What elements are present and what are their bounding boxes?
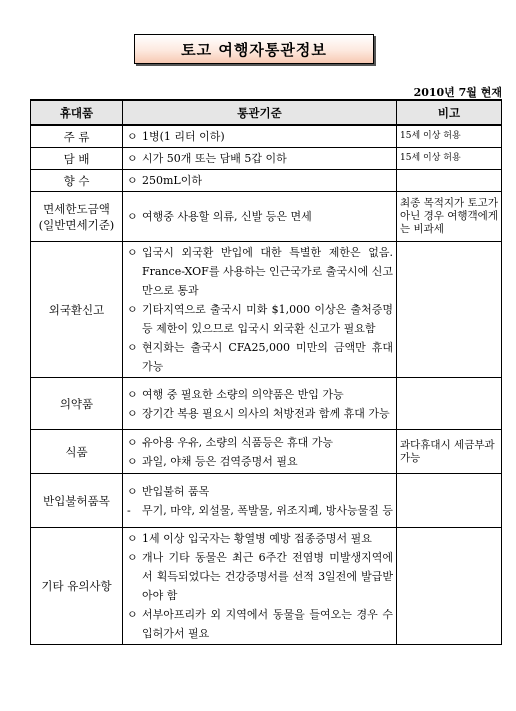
criteria-text: 과일, 야채 등은 검역증명서 필요: [142, 454, 298, 468]
criteria-line: [126, 452, 393, 471]
remark-cell: [397, 378, 502, 430]
criteria-text: 250mL이하: [142, 174, 202, 187]
criteria-line: [126, 501, 393, 520]
criteria-cell: [123, 242, 397, 378]
criteria-cell: [123, 378, 397, 430]
criteria-cell: [123, 125, 397, 148]
criteria-text: 여행 중 필요한 소량의 의약품은 반입 가능: [142, 387, 344, 401]
criteria-text: 개나 기타 동물은 최근 6주간 전염병 미발생지역에서 획득되었다는 건강증명서를 선적 3일전에 발급받아야 함: [142, 551, 393, 602]
table-body: [31, 125, 502, 645]
criteria-text: 1세 이상 입국자는 황열병 예방 접종증명서 필요: [142, 532, 372, 545]
criteria-cell: [123, 192, 397, 242]
table-row: [31, 192, 502, 242]
bullet-mark: ㅇ: [127, 387, 138, 401]
item-name: 기타 유의사항: [31, 528, 123, 645]
bullet-mark: ㅇ: [127, 406, 138, 420]
customs-table: [30, 99, 502, 645]
table-row: [31, 378, 502, 430]
criteria-text: 서부아프리카 외 지역에서 동물을 들여오는 경우 수입허가서 필요: [142, 608, 393, 640]
criteria-line: [126, 529, 393, 548]
header-note: 비고: [397, 100, 502, 125]
criteria-list: [126, 433, 393, 471]
criteria-line: [126, 171, 393, 190]
criteria-line: [126, 127, 393, 146]
item-name-line: (일반면세기준): [38, 217, 115, 232]
criteria-text: 시가 50개 또는 담배 5갑 이하: [142, 152, 287, 165]
item-name: 반입불허품목: [31, 474, 123, 528]
criteria-list: [126, 529, 393, 643]
criteria-text: 유아용 우유, 소량의 식품등은 휴대 가능: [142, 435, 333, 449]
remark-cell: [397, 474, 502, 528]
table-row: [31, 242, 502, 378]
item-name: 의약품: [31, 378, 123, 430]
table-row: [31, 148, 502, 170]
bullet-mark: ㅇ: [127, 303, 138, 316]
item-name: 주 류: [31, 125, 123, 148]
criteria-line: [126, 404, 393, 423]
header-item: 휴대품: [31, 100, 123, 125]
criteria-line: [126, 482, 393, 501]
header-criteria: 통관기준: [123, 100, 397, 125]
bullet-mark: -: [127, 503, 131, 517]
remark-cell: [397, 528, 502, 645]
bullet-mark: ㅇ: [127, 484, 138, 498]
item-name: 담 배: [31, 148, 123, 170]
date-note: 2010년 7월 현재: [413, 86, 502, 99]
criteria-line: [126, 207, 393, 226]
table-row: [31, 170, 502, 192]
remark-cell: [397, 242, 502, 378]
table-row: [31, 474, 502, 528]
criteria-text: 무기, 마약, 외설물, 폭발물, 위조지폐, 방사능물질 등: [142, 503, 393, 517]
criteria-list: [126, 207, 393, 226]
criteria-cell: [123, 474, 397, 528]
table-header-row: [31, 100, 502, 125]
criteria-line: [126, 605, 393, 643]
item-name: [31, 192, 123, 242]
criteria-cell: [123, 430, 397, 474]
criteria-line: [126, 338, 393, 376]
bullet-mark: ㅇ: [127, 435, 138, 449]
bullet-mark: ㅇ: [127, 246, 138, 259]
bullet-mark: ㅇ: [127, 152, 138, 165]
remark-cell: 과다휴대시 세금부과 가능: [397, 430, 502, 474]
bullet-mark: ㅇ: [127, 532, 138, 545]
remark-cell: 15세 이상 허용: [397, 125, 502, 148]
table-row: [31, 528, 502, 645]
item-name: 향 수: [31, 170, 123, 192]
remark-cell: 최종 목적지가 토고가 아닌 경우 여행객에게는 비과세: [397, 192, 502, 242]
criteria-text: 반입불허 품목: [142, 484, 210, 498]
criteria-text: 기타지역으로 출국시 미화 $1,000 이상은 출처증명 등 제한이 있으므로 입국시 외국환 신고가 필요함: [142, 303, 393, 335]
criteria-text: 장기간 복용 필요시 의사의 처방전과 함께 휴대 가능: [142, 406, 390, 420]
table-row: [31, 125, 502, 148]
criteria-line: [126, 548, 393, 605]
criteria-cell: [123, 148, 397, 170]
criteria-line: [126, 385, 393, 404]
criteria-list: [126, 482, 393, 520]
bullet-mark: ㅇ: [127, 608, 138, 621]
item-name: 식품: [31, 430, 123, 474]
bullet-mark: ㅇ: [127, 130, 138, 143]
remark-cell: 15세 이상 허용: [397, 148, 502, 170]
criteria-line: [126, 300, 393, 338]
item-name: 외국환신고: [31, 242, 123, 378]
item-name-line: 면세한도금액: [43, 201, 110, 216]
criteria-cell: [123, 528, 397, 645]
criteria-line: [126, 433, 393, 452]
criteria-line: [126, 149, 393, 168]
criteria-list: [126, 243, 393, 376]
bullet-mark: ㅇ: [127, 174, 138, 187]
criteria-list: [126, 149, 393, 168]
criteria-line: [126, 243, 393, 300]
criteria-list: [126, 385, 393, 423]
bullet-mark: ㅇ: [127, 341, 138, 354]
bullet-mark: ㅇ: [127, 454, 138, 468]
criteria-cell: [123, 170, 397, 192]
bullet-mark: ㅇ: [127, 210, 138, 223]
remark-cell: [397, 170, 502, 192]
criteria-list: [126, 171, 393, 190]
criteria-text: 입국시 외국환 반입에 대한 특별한 제한은 없음. France-XOF를 사용하는 인근국가로 출국시에 신고만으로 통과: [142, 246, 393, 297]
criteria-list: [126, 127, 393, 146]
bullet-mark: ㅇ: [127, 551, 138, 564]
table-row: [31, 430, 502, 474]
criteria-text: 현지화는 출국시 CFA25,000 미만의 금액만 휴대 가능: [142, 341, 393, 373]
criteria-text: 여행중 사용할 의류, 신발 등은 면세: [142, 210, 312, 223]
page-title: 토고 여행자통관정보: [134, 34, 374, 64]
criteria-text: 1병(1 리터 이하): [142, 130, 225, 143]
